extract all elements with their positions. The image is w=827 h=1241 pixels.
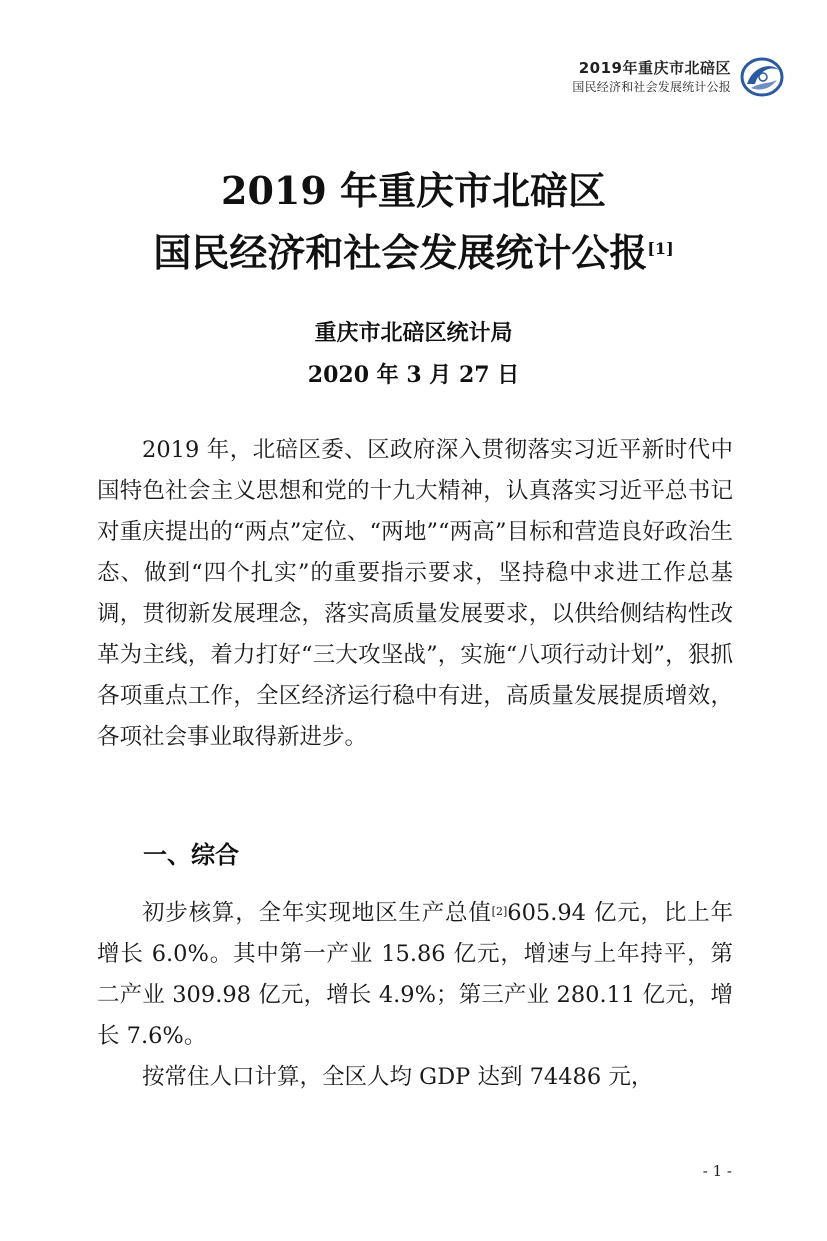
- document-author: 重庆市北碚区统计局: [314, 320, 513, 346]
- gdp-footnote-ref[interactable]: [2]: [491, 905, 508, 918]
- document-title: [0, 160, 827, 284]
- per-capita-paragraph: 按常住人口计算，全区人均 GDP 达到 74486 元，: [142, 1064, 654, 1090]
- page-number: - 1 -: [702, 1162, 732, 1180]
- header-subtitle: 国民经济和社会发展统计公报: [572, 80, 731, 94]
- title-line-2-text: 国民经济和社会发展统计公报: [153, 230, 648, 275]
- section-heading-overview: 一、综合: [143, 841, 239, 869]
- header-title: 2019年重庆市北碚区: [578, 59, 731, 77]
- title-line-1: 2019 年重庆市北碚区: [221, 168, 606, 213]
- intro-paragraph: 2019 年，北碚区委、区政府深入贯彻落实习近平新时代中国特色社会主义思想和党的十九大精神，认真落实习近平总书记对重庆提出的“两点”定位、“两地”“两高”目标和营造良好政治生态、做到“四个扎实”的重要指示要求，坚持稳中求进工作总基调，贯彻新发展理念，落实高质量发展要求，以供给侧结构性改革为主线，着力打好“三大攻坚战”，实施“八项行动计划”，狠抓各项重点工作，全区经济运行稳中有进，高质量发展提质增效，各项社会事业取得新进步。: [97, 437, 733, 750]
- header-text: [572, 58, 731, 96]
- gdp-paragraph: [97, 893, 733, 1057]
- title-footnote-ref[interactable]: [1]: [647, 239, 674, 258]
- gdp-text-rest: 605.94 亿元，比上年增长 6.0%。其中第一产业 15.86 亿元，增速与上年持平，第二产业 309.98 亿元，增长 4.9%；第三产业 280.11 亿元，增长 7.6%。: [97, 900, 733, 1049]
- bureau-swirl-logo-icon: [737, 54, 787, 100]
- document-date: 2020 年 3 月 27 日: [307, 362, 520, 388]
- title-line-2: [0, 222, 827, 284]
- gdp-text-start: 初步核算，全年实现地区生产总值: [142, 900, 492, 926]
